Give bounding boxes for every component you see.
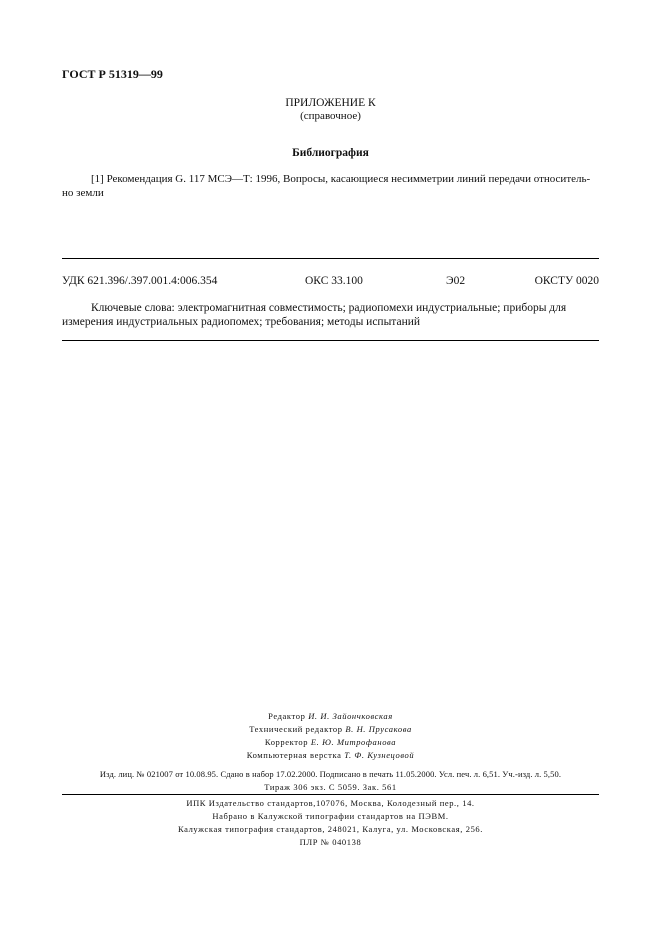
publisher-line: Набрано в Калужской типографии стандартов на ПЭВМ. — [212, 811, 449, 821]
document-code: ГОСТ Р 51319—99 — [62, 67, 163, 81]
publisher-line: Калужская типография стандартов, 248021, Калуга, ул. Московская, 256. — [177, 824, 483, 834]
imprint-line1: Изд. лиц. № 021007 от 10.08.95. Сдано в набор 17.02.2000. Подписано в печать 11.05.2000. Усл. печ. л. 6,51. Уч.-изд. л. 5,50. — [99, 769, 562, 779]
group-code: Э02 — [446, 275, 466, 287]
udk-code: УДК 621.396/.397.001.4:006.354 — [62, 275, 218, 287]
credit-layout: Компьютерная верстка Т. Ф. Кузнецовой — [246, 750, 415, 760]
keywords-line1: Ключевые слова: электромагнитная совместимость; радиопомехи индустриальные; приборы для — [91, 302, 567, 314]
publisher-line: ПЛР № 040138 — [299, 837, 362, 847]
publisher-line: ИПК Издательство стандартов,107076, Москва, Колодезный пер., 14. — [186, 798, 475, 808]
okstu-code: ОКСТУ 0020 — [534, 275, 599, 287]
appendix-subtitle: (справочное) — [300, 110, 361, 122]
bibliography-entry-line1: [1] Рекомендация G. 117 МСЭ—Т: 1996, Вопросы, касающиеся несимметрии линий передачи относитель- — [91, 173, 591, 185]
divider — [62, 340, 599, 341]
imprint-line2: Тираж 306 экз. С 5059. Зак. 561 — [264, 782, 397, 792]
divider — [62, 794, 599, 795]
credit-tech-editor: Технический редактор В. Н. Прусакова — [249, 724, 412, 734]
appendix-title: ПРИЛОЖЕНИЕ К — [285, 97, 376, 109]
credit-editor: Редактор И. И. Зайончковская — [268, 711, 393, 721]
bibliography-entry-line2: но земли — [62, 187, 104, 199]
credit-proofreader: Корректор Е. Ю. Митрофанова — [264, 737, 397, 747]
bibliography-heading: Библиография — [292, 147, 369, 159]
oks-code: ОКС 33.100 — [305, 275, 363, 287]
keywords-line2: измерения индустриальных радиопомех; требования; методы испытаний — [62, 316, 421, 328]
divider — [62, 258, 599, 259]
